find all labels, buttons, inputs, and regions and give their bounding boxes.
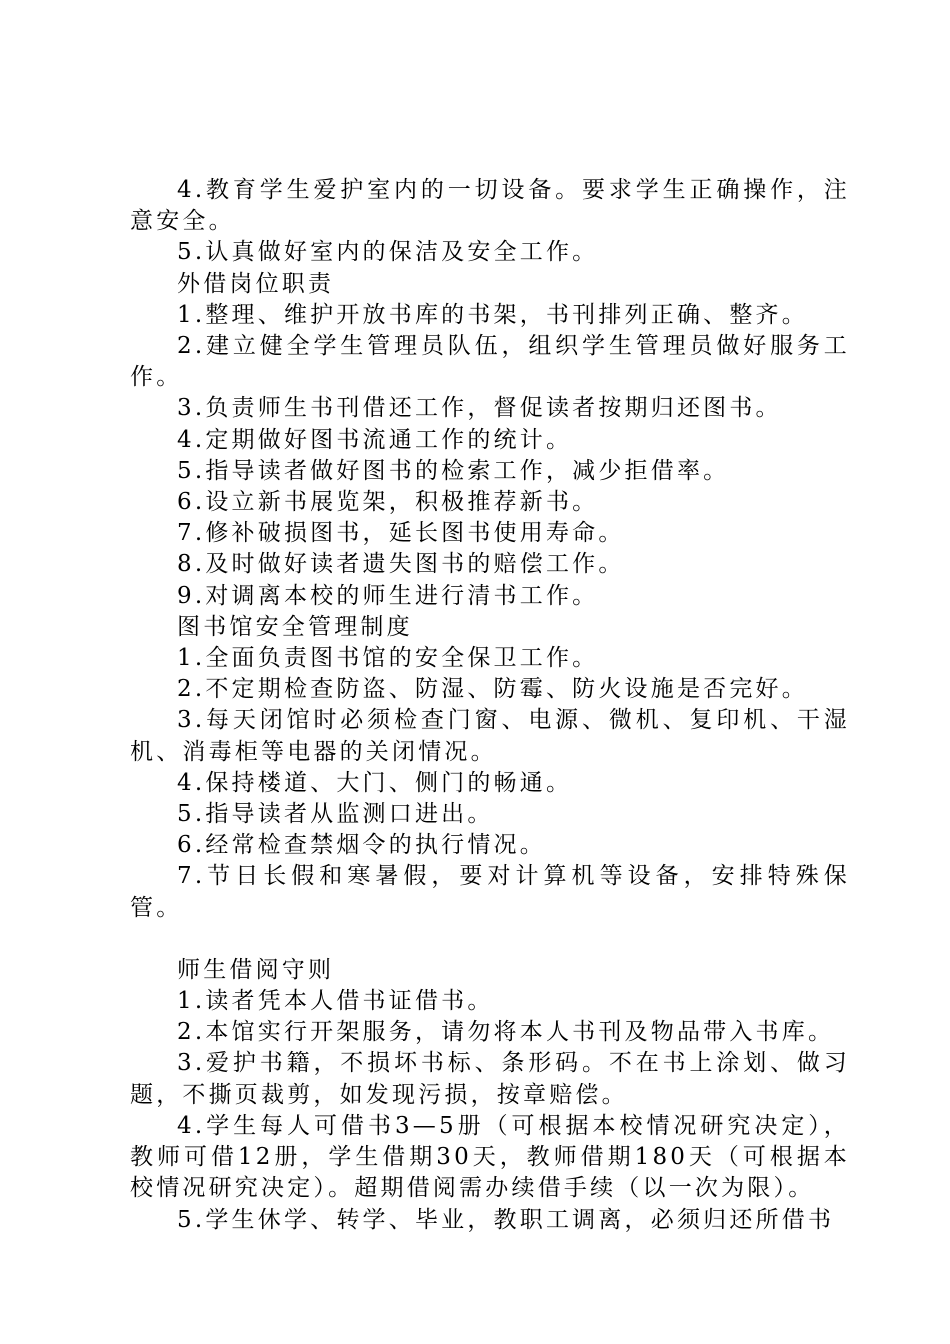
paragraph: 8.及时做好读者遗失图书的赔偿工作。 [177,551,625,578]
paragraph: 4.保持楼道、大门、侧门的畅通。 [177,769,573,796]
document-body [130,175,850,1236]
paragraph: 3.爱护书籍，不损坏书标、条形码。不在书上涂划、做习题，不撕页裁剪，如发现污损，按章赔偿。 [130,1050,850,1108]
paragraph: 9.对调离本校的师生进行清书工作。 [177,582,599,609]
paragraph: 3.每天闭馆时必须检查门窗、电源、微机、复印机、干湿机、消毒柜等电器的关闭情况。 [130,707,850,765]
section-heading: 外借岗位职责 [177,270,335,297]
paragraph: 1.读者凭本人借书证借书。 [177,988,494,1015]
paragraph: 5.指导读者从监测口进出。 [177,801,494,828]
paragraph: 7.修补破损图书，延长图书使用寿命。 [177,520,625,547]
paragraph: 6.经常检查禁烟令的执行情况。 [177,832,546,859]
paragraph: 4.学生每人可借书3—5册（可根据本校情况研究决定），教师可借12册，学生借期30天，教师借期180天（可根据本校情况研究决定）。超期借阅需办续借手续（以一次为限）。 [130,1112,850,1202]
paragraph: 3.负责师生书刊借还工作，督促读者按期归还图书。 [177,395,782,422]
paragraph: 7.节日长假和寒暑假，要对计算机等设备，安排特殊保管。 [130,863,850,921]
paragraph: 4.定期做好图书流通工作的统计。 [177,426,573,453]
paragraph: 6.设立新书展览架，积极推荐新书。 [177,489,599,516]
section-heading: 图书馆安全管理制度 [177,613,413,640]
paragraph: 4.教育学生爱护室内的一切设备。要求学生正确操作，注意安全。 [130,177,850,235]
section-heading: 师生借阅守则 [177,956,335,983]
paragraph: 1.全面负责图书馆的安全保卫工作。 [177,645,599,672]
paragraph: 2.不定期检查防盗、防湿、防霉、防火设施是否完好。 [177,676,808,703]
paragraph: 5.学生休学、转学、毕业，教职工调离，必须归还所借书 [177,1206,835,1233]
paragraph: 5.认真做好室内的保洁及安全工作。 [177,239,599,266]
blank-line [130,924,850,955]
paragraph: 2.建立健全学生管理员队伍，组织学生管理员做好服务工作。 [130,333,850,391]
paragraph: 1.整理、维护开放书库的书架，书刊排列正确、整齐。 [177,301,808,328]
paragraph: 5.指导读者做好图书的检索工作，减少拒借率。 [177,457,730,484]
paragraph: 2.本馆实行开架服务，请勿将本人书刊及物品带入书库。 [177,1019,835,1046]
